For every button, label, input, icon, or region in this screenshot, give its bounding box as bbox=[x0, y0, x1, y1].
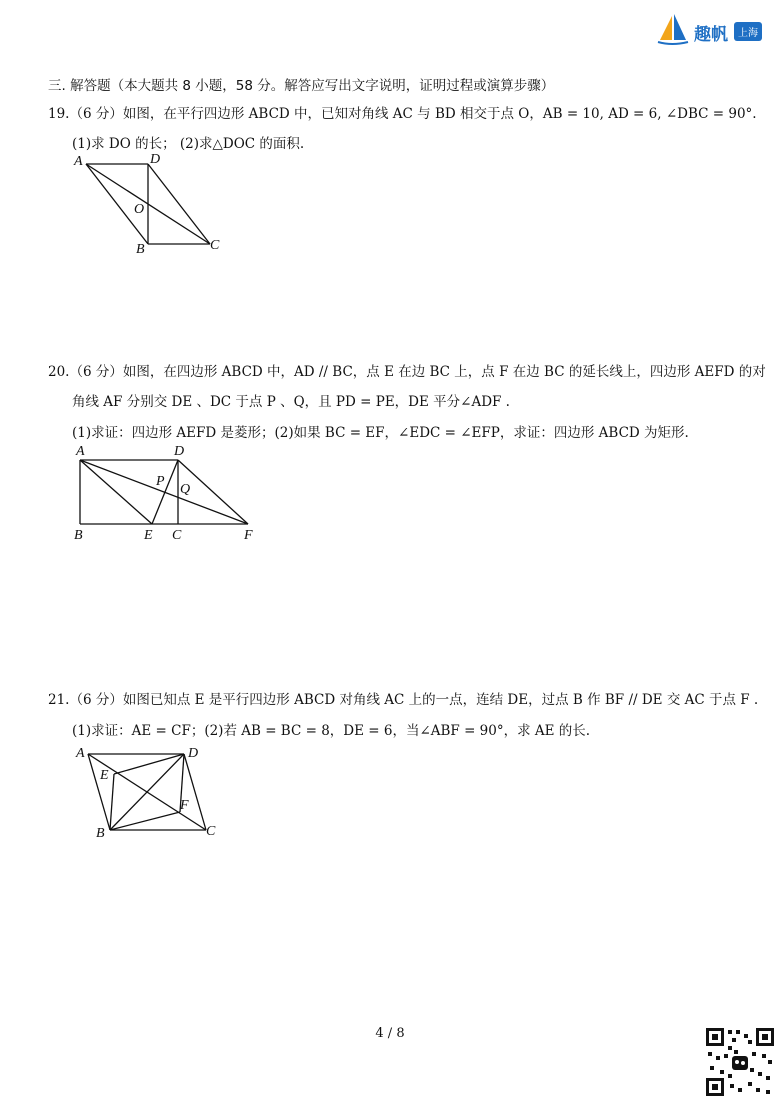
q20-label-p: P bbox=[156, 474, 165, 489]
q20-segment-ae bbox=[80, 460, 152, 524]
q20-figure bbox=[70, 444, 270, 548]
q21-label-b: B bbox=[96, 826, 105, 841]
brand-logo bbox=[656, 12, 768, 48]
q21-label-c: C bbox=[206, 824, 216, 839]
q19-label-o: O bbox=[134, 202, 145, 217]
qr-code-icon bbox=[704, 1026, 776, 1098]
q21-line1 bbox=[48, 688, 758, 708]
q21-label-f: F bbox=[180, 798, 189, 813]
q19-line1 bbox=[48, 102, 757, 122]
page-number: 4 / 8 bbox=[375, 1026, 405, 1041]
q21-label-d: D bbox=[188, 746, 199, 761]
q21-text: （6 分）如图已知点 E 是平行四边形 ABCD 对角线 AC 上的一点，连结 DE，过点 B 作 BF // DE 交 AC 于点 F . bbox=[69, 692, 759, 708]
q20-label-d: D bbox=[174, 444, 185, 459]
q21-segment-bf bbox=[110, 812, 180, 830]
q19-segment-dc bbox=[148, 164, 210, 244]
q21-number: 21. bbox=[48, 692, 70, 708]
q21-line2: (1)求证：AE = CF；(2)若 AB = BC = 8，DE = 6，当∠ABF = 90°，求 AE 的长. bbox=[72, 723, 591, 739]
q20-label-b: B bbox=[74, 528, 83, 543]
q20-text: （6 分）如图，在四边形 ABCD 中，AD // BC，点 E 在边 BC 上，点 F 在边 BC 的延长线上，四边形 AEFD 的对 bbox=[69, 364, 766, 380]
q21-figure bbox=[74, 744, 224, 844]
q19-text: （6 分）如图，在平行四边形 ABCD 中，已知对角线 AC 与 BD 相交于点 O，AB = 10, AD = 6, ∠DBC = 90°. bbox=[69, 106, 757, 122]
q21-label-e: E bbox=[100, 768, 109, 783]
q20-line1 bbox=[48, 360, 766, 380]
q19-label-d: D bbox=[150, 152, 161, 167]
q20-label-f: F bbox=[244, 528, 253, 543]
q20-number: 20. bbox=[48, 364, 70, 380]
q19-label-c: C bbox=[210, 238, 220, 253]
q21-segment-bd bbox=[110, 754, 184, 830]
q21-segment-be bbox=[110, 774, 114, 830]
section-title: 三. 解答题（本大题共 8 小题，58 分。解答应写出文字说明，证明过程或演算步骤） bbox=[48, 78, 555, 94]
sail-icon bbox=[656, 12, 690, 46]
q20-line2: 角线 AF 分别交 DE 、DC 于点 P 、Q，且 PD = PE，DE 平分∠ADF . bbox=[72, 394, 510, 410]
logo-text: 趣帆 bbox=[694, 25, 728, 45]
q20-label-c: C bbox=[172, 528, 182, 543]
q19-figure bbox=[70, 152, 230, 260]
q20-segment-af bbox=[80, 460, 248, 524]
logo-badge: 上海 bbox=[734, 22, 762, 41]
q19-label-b: B bbox=[136, 242, 145, 257]
q20-label-e: E bbox=[144, 528, 153, 543]
q19-line2: (1)求 DO 的长； (2)求△DOC 的面积. bbox=[72, 136, 305, 152]
q19-number: 19. bbox=[48, 106, 70, 122]
q20-line3: (1)求证：四边形 AEFD 是菱形；(2)如果 BC = EF，∠EDC = ∠EFP，求证：四边形 ABCD 为矩形. bbox=[72, 425, 689, 441]
q19-label-a: A bbox=[74, 154, 83, 169]
q20-label-a: A bbox=[76, 444, 85, 459]
q20-label-q: Q bbox=[180, 482, 191, 497]
q21-label-a: A bbox=[76, 746, 85, 761]
